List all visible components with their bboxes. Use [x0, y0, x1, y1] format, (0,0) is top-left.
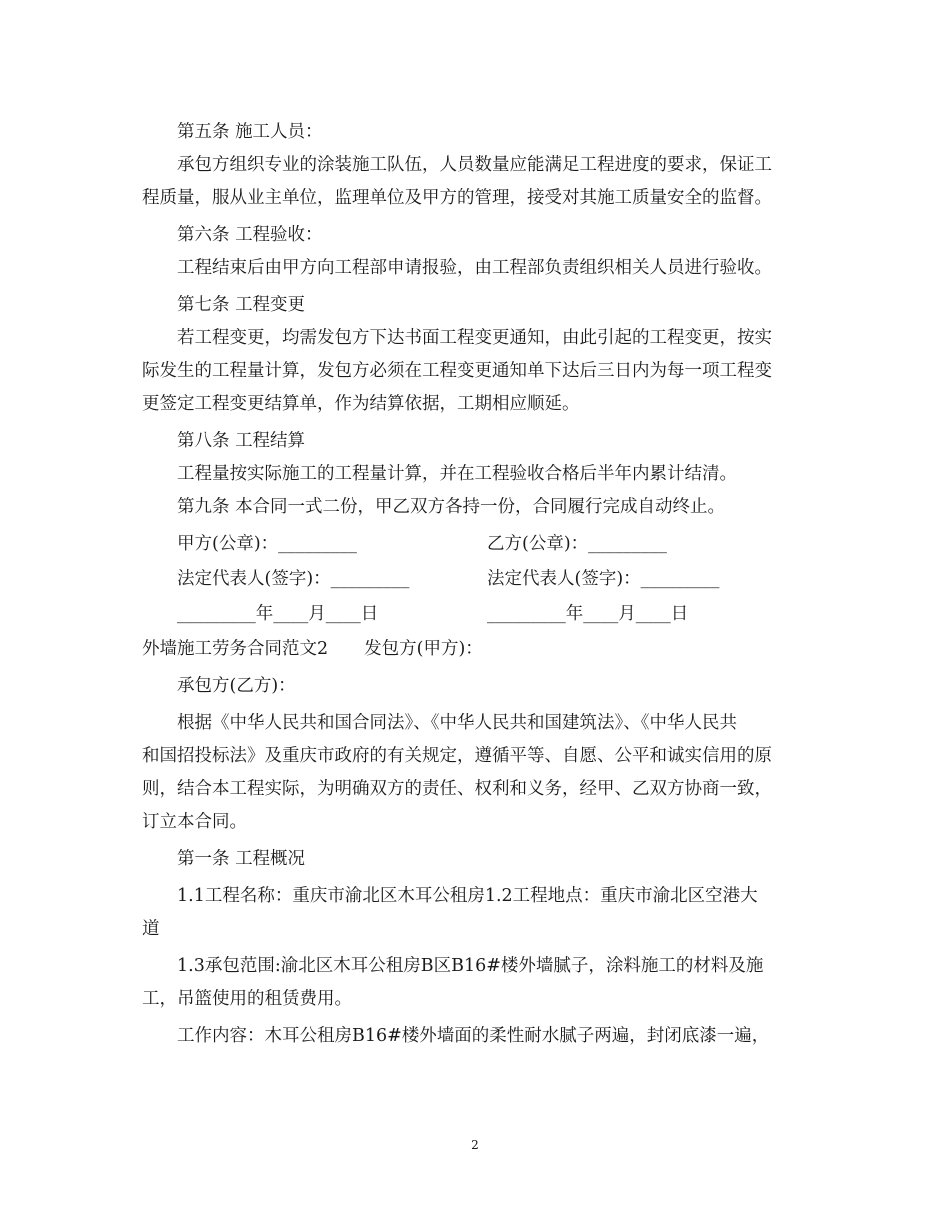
- item-1-1-line: 道: [142, 919, 160, 939]
- party-b-representative: 法定代表人(签字)：_________: [487, 569, 720, 589]
- party-a-representative: 法定代表人(签字)：_________: [177, 569, 410, 589]
- signature-row-representative: [142, 563, 814, 598]
- article6-paragraph-line: 工程结束后由甲方向工程部申请报验，由工程部负责组织相关人员进行验收。: [177, 258, 772, 278]
- article8-paragraph-line: 工程量按实际施工的工程量计算，并在工程验收合格后半年内累计结清。: [177, 464, 737, 484]
- article7-paragraph-line: 际发生的工程量计算，发包方必须在工程变更通知单下达后三日内为每一项工程变: [142, 361, 772, 381]
- page-body: [142, 116, 814, 1053]
- preamble-line: 根据《中华人民共和国合同法》、《中华人民共和国建筑法》、《中华人民共: [177, 713, 737, 733]
- contract2-title: 外墙施工劳务合同范文2: [142, 639, 329, 659]
- page-number: 2: [471, 1138, 479, 1152]
- article9-line: 第九条 本合同一式二份，甲乙双方各持一份，合同履行完成自动终止。: [177, 497, 726, 517]
- article6-heading: 第六条 工程验收：: [177, 225, 323, 245]
- party-a-seal: 甲方(公章)：_________: [177, 534, 357, 554]
- article5-paragraph-line: 程质量，服从业主单位，监理单位及甲方的管理，接受对其施工质量安全的监督。: [142, 188, 772, 208]
- item-1-3-line: 工，吊篮使用的租赁费用。: [142, 989, 352, 1009]
- party-b-seal: 乙方(公章)：_________: [487, 534, 667, 554]
- preamble-line: 和国招投标法》及重庆市政府的有关规定，遵循平等、自愿、公平和诚实信用的原: [142, 746, 772, 766]
- article5-heading: 第五条 施工人员：: [177, 122, 323, 142]
- article7-heading: 第七条 工程变更: [177, 295, 306, 315]
- preamble-line: 订立本合同。: [142, 812, 247, 832]
- contract2-party-b: 承包方(乙方)：: [177, 676, 296, 696]
- signature-row-date: [142, 598, 814, 633]
- article5-paragraph-line: 承包方组织专业的涂装施工队伍，人员数量应能满足工程进度的要求，保证工: [177, 155, 772, 175]
- article7-paragraph-line: 若工程变更，均需发包方下达书面工程变更通知，由此引起的工程变更，按实: [177, 328, 772, 348]
- signature-row-seal: [142, 528, 814, 563]
- article8-heading: 第八条 工程结算: [177, 431, 306, 451]
- work-content-line: 工作内容：木耳公租房B16#楼外墙面的柔性耐水腻子两遍，封闭底漆一遍，: [177, 1026, 770, 1046]
- article7-paragraph-line: 更签定工程变更结算单，作为结算依据，工期相应顺延。: [142, 394, 580, 414]
- article1-heading: 第一条 工程概况: [177, 849, 306, 869]
- contract2-title-line: [142, 633, 814, 666]
- preamble-line: 则，结合本工程实际，为明确双方的责任、权利和义务，经甲、乙双方协商一致，: [142, 779, 772, 799]
- party-a-date: _________年____月____日: [177, 604, 379, 624]
- item-1-1-line: 1.1工程名称：重庆市渝北区木耳公租房1.2工程地点：重庆市渝北区空港大: [177, 886, 758, 906]
- party-b-date: _________年____月____日: [487, 604, 689, 624]
- item-1-3-line: 1.3承包范围:渝北区木耳公租房B区B16#楼外墙腻子，涂料施工的材料及施: [177, 956, 764, 976]
- contract2-party-a: 发包方(甲方)：: [364, 639, 483, 659]
